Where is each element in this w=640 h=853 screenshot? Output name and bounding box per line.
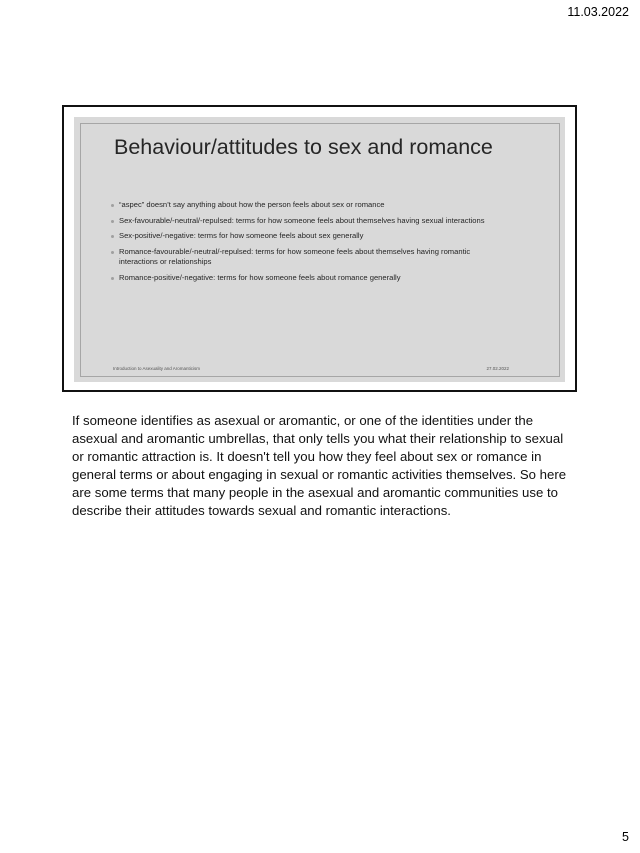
- slide-thumbnail: [74, 117, 565, 382]
- slide-bullet: Sex-positive/-negative: terms for how someone feels about sex generally: [108, 231, 508, 242]
- slide-bullet: “aspec” doesn’t say anything about how the person feels about sex or romance: [108, 200, 508, 211]
- slide-bullet: Romance-positive/-negative: terms for how someone feels about romance generally: [108, 273, 508, 284]
- notes-line: If someone identifies as asexual or aromantic, or one of the identities under the: [72, 413, 534, 428]
- slide-footer-date: 27.02.2022: [486, 366, 509, 371]
- slide-bullet: Romance-favourable/-neutral/-repulsed: terms for how someone feels about themselves having romantic interactions or relationships: [108, 247, 508, 268]
- slide-title: Behaviour/attitudes to sex and romance: [114, 135, 493, 159]
- notes-line: describe their attitudes towards sexual and romantic interactions.: [72, 503, 451, 518]
- notes-line: asexual and aromantic umbrellas, that only tells you what their relationship to sexual: [72, 431, 564, 446]
- notes-line: are some terms that many people in the asexual and aromantic communities use to: [72, 485, 558, 500]
- notes-line: or romantic attraction is. It doesn't tell you how they feel about sex or romance in: [72, 449, 542, 464]
- slide-border: [80, 123, 560, 377]
- slide-footer-title: Introduction to Asexuality and Aromanticism: [113, 366, 201, 371]
- print-date: 11.03.2022: [567, 5, 629, 19]
- slide-bullet-list: [108, 200, 508, 288]
- page-number: 5: [622, 830, 629, 844]
- notes-line: general terms or about engaging in sexual or romantic activities themselves. So here: [72, 467, 567, 482]
- speaker-notes: [72, 412, 566, 520]
- slide-bullet: Sex-favourable/-neutral/-repulsed: terms for how someone feels about themselves having sexual interactions: [108, 216, 508, 227]
- slide-frame: [62, 105, 577, 392]
